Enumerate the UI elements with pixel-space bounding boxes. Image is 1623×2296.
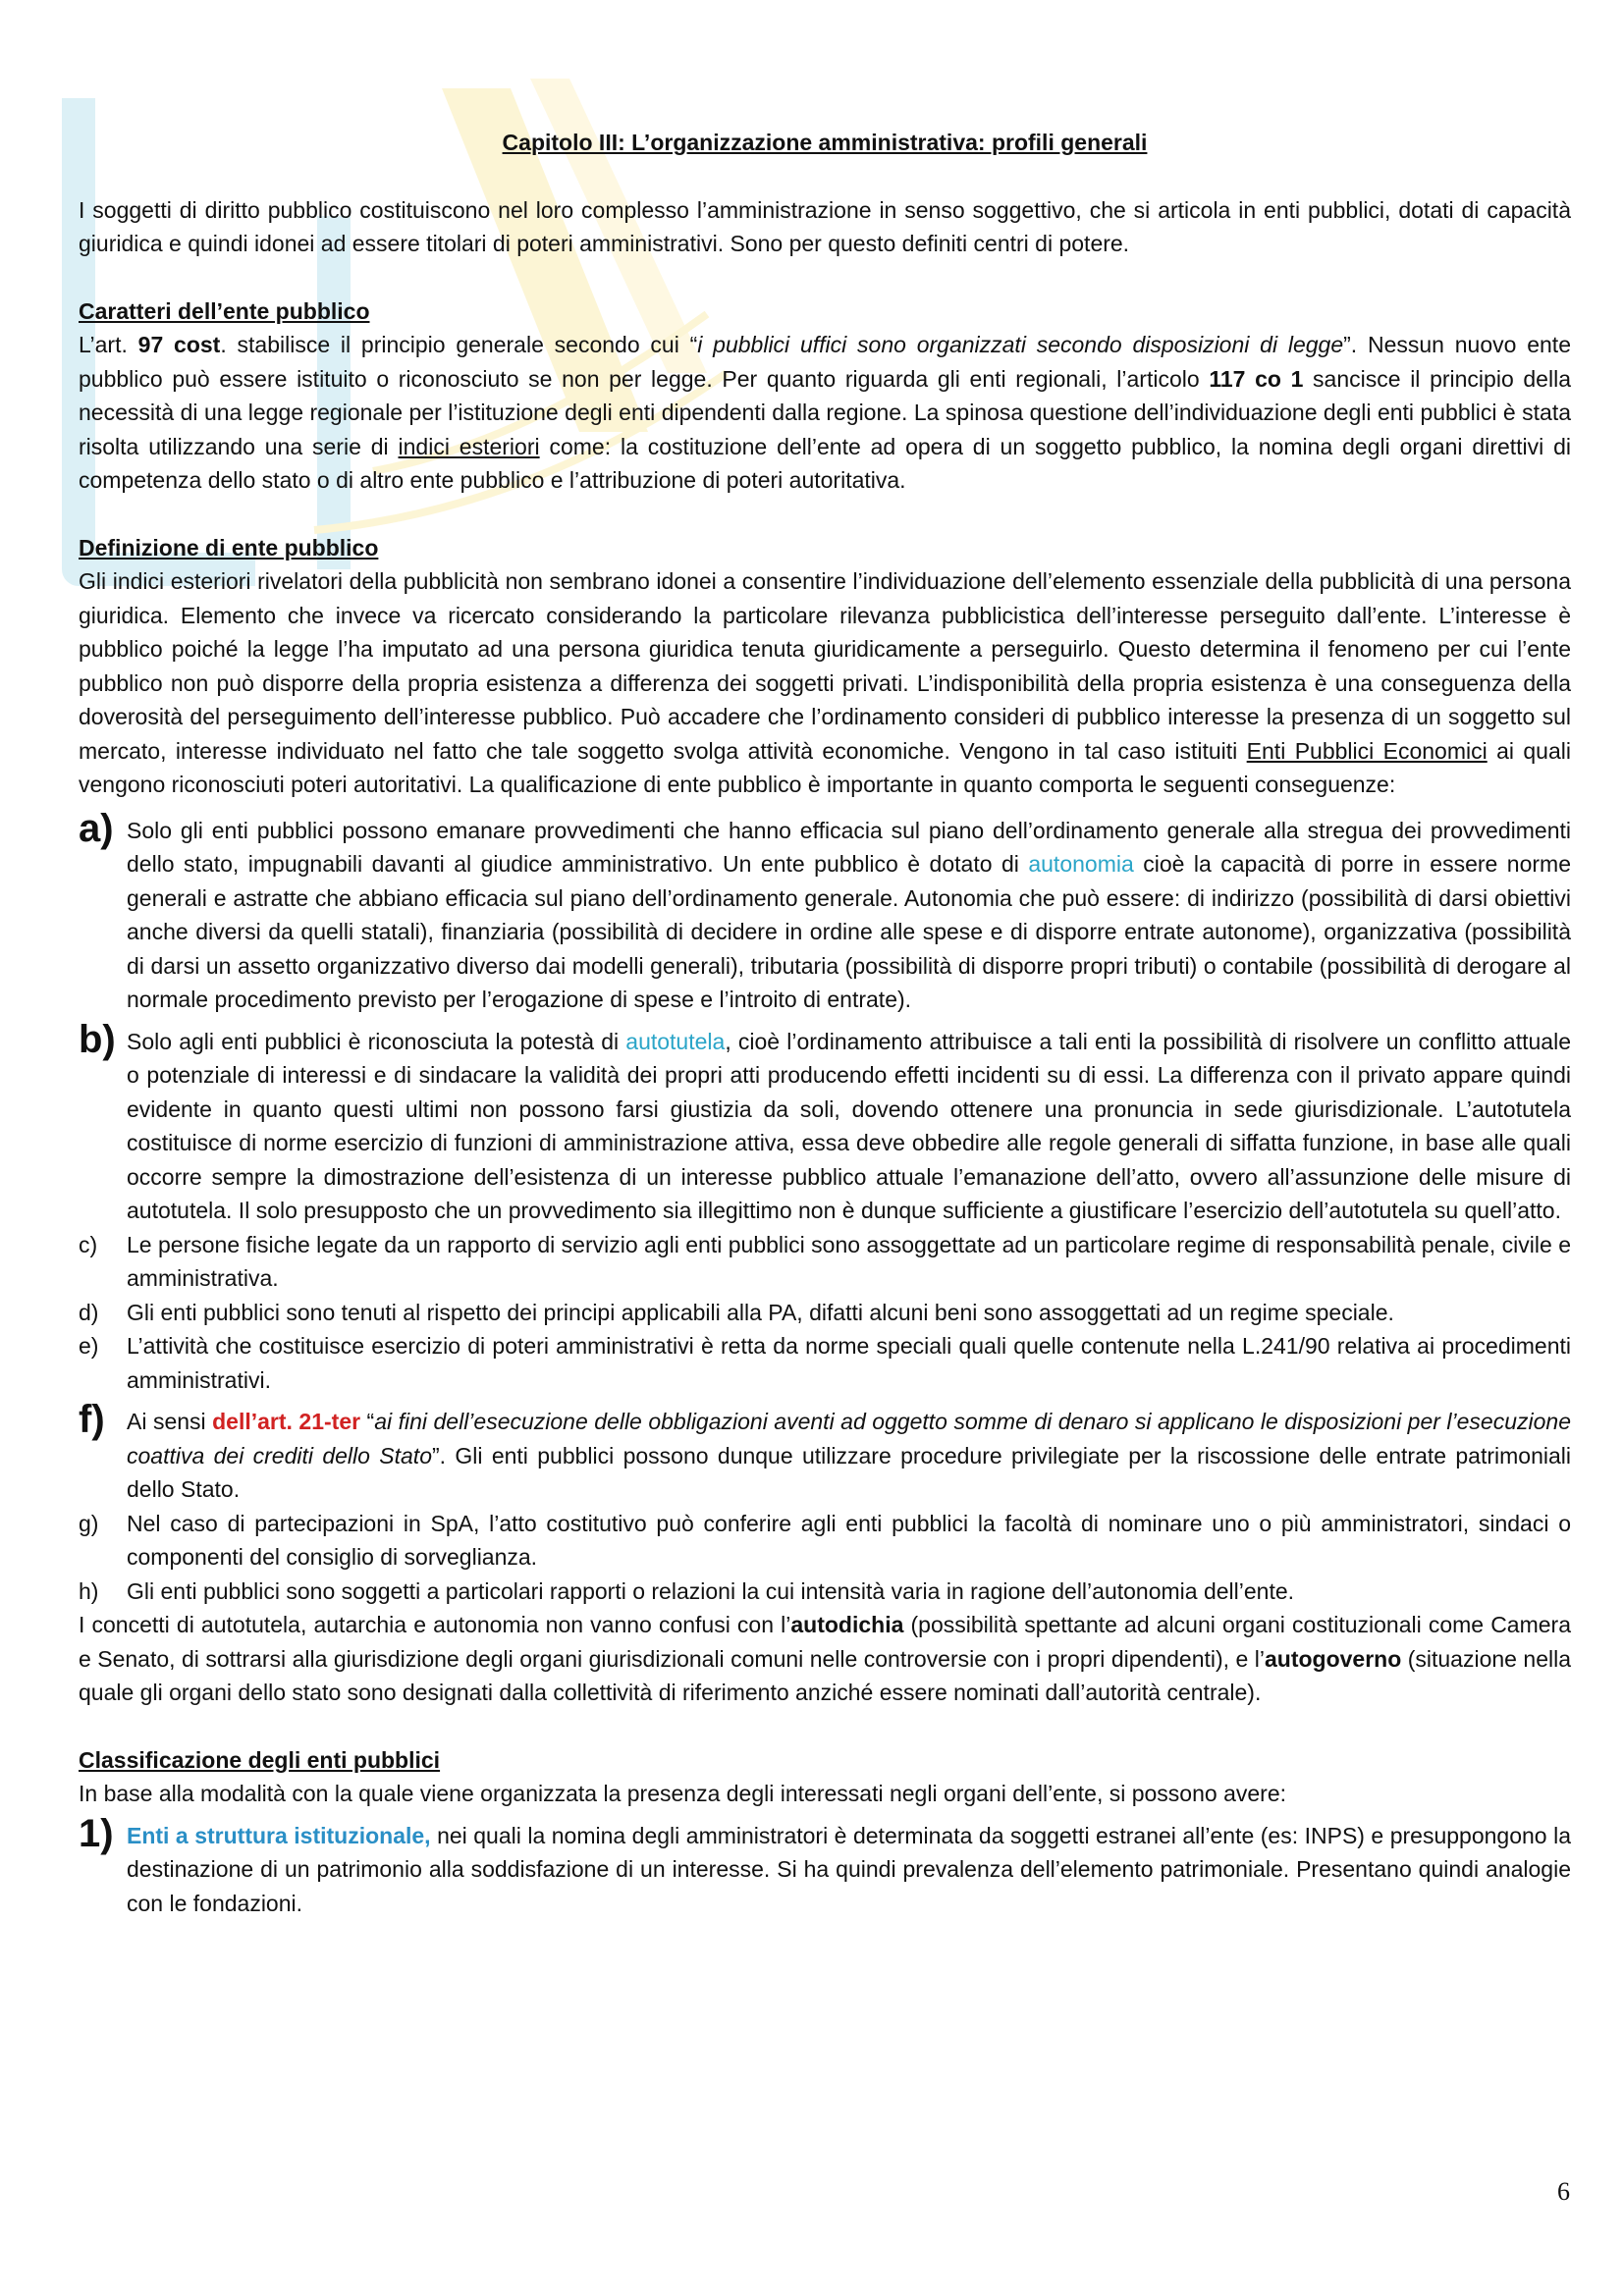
list-marker: a) xyxy=(79,806,114,850)
list-marker: g) xyxy=(79,1510,99,1536)
page-number: 6 xyxy=(1557,2177,1570,2206)
list-marker: e) xyxy=(79,1333,99,1359)
paragraph-classificazione: In base alla modalità con la quale viene organizzata la presenza degli interessati negli organi dell’ente, si possono avere: xyxy=(79,1781,1286,1806)
paragraph-autodichia: I concetti di autotutela, autarchia e autonomia non vanno confusi con l’autodichia (possibilità spettante ad alcuni organi costituzionali come Camera e Senato, di sottrarsi alla giurisdizione degli organi giurisdizionali comuni nelle controversie con i propri dipendenti), e l’autogoverno (situazione nella quale gli organi dello stato sono designati dalla collettività di riferimento anziché essere nominati dall’autorità centrale). xyxy=(79,1612,1571,1705)
section-heading-classificazione: Classificazione degli enti pubblici xyxy=(79,1746,441,1773)
list-item-d: d) Gli enti pubblici sono tenuti al rispetto dei principi applicabili alla PA, difatti alcuni beni sono assoggettati ad un regime speciale. xyxy=(79,1296,1571,1330)
list-item-1: 1) Enti a struttura istituzionale, nei quali la nomina degli amministratori è determinata da soggetti estranei all’ente (es: INPS) e presuppongono la destinazione di un patrimonio alla soddisfazione di un interesse. Si ha quindi prevalenza dell’elemento patrimoniale. Presentano quindi analogie con le fondazioni. xyxy=(79,1819,1571,1921)
list-marker: h) xyxy=(79,1577,99,1604)
document-page xyxy=(79,126,1571,1920)
list-marker: 1) xyxy=(79,1811,114,1855)
list-item-h: h) Gli enti pubblici sono soggetti a particolari rapporti o relazioni la cui intensità varia in ragione dell’autonomia dell’ente. xyxy=(79,1575,1571,1609)
list-marker: f) xyxy=(79,1398,105,1441)
list-item-f: f) Ai sensi dell’art. 21-ter “ai fini dell’esecuzione delle obbligazioni aventi ad oggetto somme di denaro si applicano le disposizioni per l’esecuzione coattiva dei crediti dello Stato”. Gli enti pubblici possono dunque utilizzare procedure privilegiate per la riscossione delle entrate patrimoniali dello Stato. xyxy=(79,1405,1571,1507)
list-marker: d) xyxy=(79,1299,99,1325)
paragraph-definizione: Gli indici esteriori rivelatori della pubblicità non sembrano idonei a consentire l’individuazione dell’elemento essenziale della pubblicità di una persona giuridica. Elemento che invece va ricercato considerando la particolare rilevanza pubblicistica dell’interesse perseguito dall’ente. L’interesse è pubblico poiché la legge l’ha imputato ad una persona giuridica tenuta giuridicamente a perseguirlo. Questo determina il fenomeno per cui l’ente pubblico non può disporre della propria esistenza a differenza dei soggetti privati. L’indisponibilità della propria esistenza è una conseguenza della doverosità del perseguimento dell’interesse pubblico. Può accadere che l’ordinamento consideri di pubblico interesse la presenza di un soggetto sul mercato, interesse individuato nel fatto che tale soggetto svolga attività economiche. Vengono in tal caso istituiti Enti Pubblici Economici ai quali vengono riconosciuti poteri autoritativi. La qualificazione di ente pubblico è importante in quanto comporta le seguenti conseguenze: xyxy=(79,568,1571,797)
page-title: Capitolo III: L’organizzazione amministrativa: profili generali xyxy=(502,130,1148,155)
list-marker: c) xyxy=(79,1231,98,1257)
list-item-a: a) Solo gli enti pubblici possono emanare provvedimenti che hanno efficacia sul piano dell’ordinamento generale alla stregua dei provvedimenti dello stato, impugnabili davanti al giudice amministrativo. Un ente pubblico è dotato di autonomia cioè la capacità di porre in essere norme generali e astratte che abbiano efficacia sul piano dell’ordinamento generale. Autonomia che può essere: di indirizzo (possibilità di darsi obiettivi anche diversi da quelli statali), finanziaria (possibilità di decidere in ordine alle spese e di disporre entrate autonome), organizzativa (possibilità di darsi un assetto organizzativo diverso dai modelli generali), tributaria (possibilità di disporre propri tributi) o contabile (possibilità di derogare al normale procedimento previsto per l’erogazione di spese e l’introito di entrate). xyxy=(79,814,1571,1017)
list-item-c: c) Le persone fisiche legate da un rapporto di servizio agli enti pubblici sono assoggettate ad un particolare regime di responsabilità penale, civile e amministrativa. xyxy=(79,1228,1571,1296)
section-heading-caratteri: Caratteri dell’ente pubblico xyxy=(79,297,370,324)
list-item-g: g) Nel caso di partecipazioni in SpA, l’atto costitutivo può conferire agli enti pubblici la facoltà di nominare uno o più amministratori, sindaci o componenti del consiglio di sorveglianza. xyxy=(79,1507,1571,1575)
paragraph-caratteri: L’art. 97 cost. stabilisce il principio generale secondo cui “i pubblici uffici sono organizzati secondo disposizioni di legge”. Nessun nuovo ente pubblico può essere istituito o riconosciuto se non per legge. Per quanto riguarda gli enti regionali, l’articolo 117 co 1 sancisce il principio della necessità di una legge regionale per l’istituzione degli enti dipendenti dalla regione. La spinosa questione dell’individuazione degli enti pubblici è stata risolta utilizzando una serie di indici esteriori come: la costituzione dell’ente ad opera di un soggetto pubblico, la nomina degli organi direttivi di competenza dello stato o di altro ente pubblico e l’attribuzione di poteri autoritativa. xyxy=(79,332,1572,493)
list-item-b: b) Solo agli enti pubblici è riconosciuta la potestà di autotutela, cioè l’ordinamento attribuisce a tali enti la possibilità di risolvere un conflitto attuale o potenziale di interessi e di sindacare la validità dei propri atti producendo effetti incidenti su di essi. La differenza con il privato appare quindi evidente in quanto questi ultimi non possono farsi giustizia da soli, dovendo ottenere una pronuncia in sede giurisdizionale. L’autotutela costituisce di norme esercizio di funzioni di amministrazione attiva, essa deve obbedire alle regole generali di siffatta funzione, in base alle quali occorre sempre la dimostrazione dell’esistenza di un interesse pubblico attuale l’emanazione dell’atto, ovvero all’assunzione delle misure di autotutela. Il solo presupposto che un provvedimento sia illegittimo non è dunque sufficiente a giustificare l’esercizio dell’autotutela su quell’atto. xyxy=(79,1025,1571,1228)
intro-paragraph: I soggetti di diritto pubblico costituiscono nel loro complesso l’amministrazione in senso soggettivo, che si articola in enti pubblici, dotati di capacità giuridica e quindi idonei ad essere titolari di poteri amministrativi. Sono per questo definiti centri di potere. xyxy=(79,196,1571,256)
section-heading-definizione: Definizione di ente pubblico xyxy=(79,534,379,561)
list-marker: b) xyxy=(79,1017,116,1061)
list-item-e: e) L’attività che costituisce esercizio di poteri amministrativi è retta da norme speciali quali quelle contenute nella L.241/90 relativa ai procedimenti amministrativi. xyxy=(79,1329,1571,1397)
